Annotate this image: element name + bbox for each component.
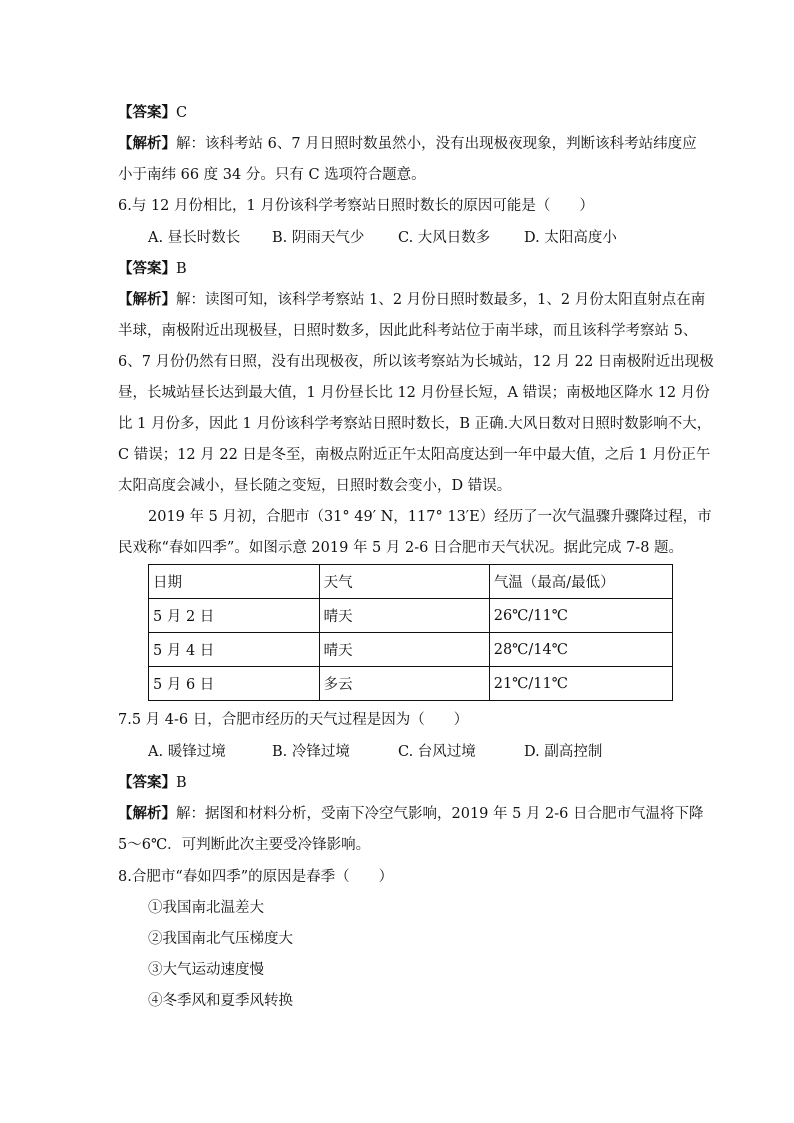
q6-stem: 6.与 12 月份相比，1 月份该科学考察站日照时数长的原因可能是（ ）	[118, 198, 594, 214]
q6-analysis-line-7: 太阳高度会减小，昼长随之变短，日照时数会变小，D 错误。	[118, 478, 512, 494]
answer-value: B	[176, 261, 187, 277]
table-cell: 5 月 6 日	[149, 667, 320, 701]
passage-line-1: 2019 年 5 月初，合肥市（31° 49′ N，117° 13′E）经历了一次气温骤升骤降过程，市	[148, 509, 712, 525]
table-header-cell: 天气	[319, 565, 489, 599]
q8-item-3: ③大气运动速度慢	[148, 962, 264, 978]
analysis-tag: 【解析】	[118, 291, 176, 308]
answer-tag: 【答案】	[118, 260, 176, 277]
q7-option-c: C. 台风过境	[398, 744, 476, 760]
q6-analysis-line-6: C 错误；12 月 22 日是冬至，南极点附近正午太阳高度达到一年中最大值，之后 1 月份正午	[118, 447, 711, 463]
answer-value: B	[176, 775, 187, 791]
q6-option-d: D. 太阳高度小	[524, 230, 617, 246]
table-header-cell: 日期	[149, 565, 320, 599]
answer-value: C	[176, 105, 188, 121]
q6-option-c: C. 大风日数多	[398, 230, 491, 246]
q5-answer-line	[118, 103, 187, 123]
table-cell: 28℃/14℃	[489, 633, 672, 667]
q5-analysis-line-2: 小于南纬 66 度 34 分。只有 C 选项符合题意。	[118, 167, 426, 183]
answer-tag: 【答案】	[118, 774, 176, 791]
q7-answer-line	[118, 773, 187, 793]
q7-option-b: B. 冷锋过境	[272, 744, 350, 760]
q6-analysis-line-2: 半球，南极附近出现极昼，日照时数多，因此此科考站位于南半球，而且该科学考察站 5、	[118, 323, 698, 339]
weather-table	[148, 564, 673, 701]
q8-stem: 8.合肥市“春如四季”的原因是春季（ ）	[118, 869, 394, 885]
q7-stem: 7.5 月 4-6 日，合肥市经历的天气过程是因为（ ）	[118, 712, 469, 728]
analysis-text: 解：该科考站 6、7 月日照时数虽然小，没有出现极夜现象，判断该科考站纬度应	[176, 136, 697, 152]
table-row	[149, 599, 673, 633]
answer-tag: 【答案】	[118, 104, 176, 121]
q6-analysis-line-1	[118, 290, 705, 310]
q6-option-a: A. 昼长时数长	[148, 230, 241, 246]
q8-item-4: ④冬季风和夏季风转换	[148, 993, 293, 1009]
table-row	[149, 667, 673, 701]
table-cell: 26℃/11℃	[489, 599, 672, 633]
table-cell: 5 月 2 日	[149, 599, 320, 633]
passage-line-2: 民戏称“春如四季”。如图示意 2019 年 5 月 2-6 日合肥市天气状况。据此完成 7-8 题。	[118, 540, 684, 556]
analysis-text: 解：读图可知，该科学考察站 1、2 月份日照时数最多，1、2 月份太阳直射点在南	[176, 292, 706, 308]
q7-analysis-line-2: 5～6℃．可判断此次主要受冷锋影响。	[118, 837, 371, 853]
table-header-row	[149, 565, 673, 599]
q7-analysis-line-1	[118, 804, 704, 824]
analysis-text: 解：据图和材料分析，受南下冷空气影响，2019 年 5 月 2-6 日合肥市气温将下降	[176, 806, 704, 822]
q8-item-1: ①我国南北温差大	[148, 900, 264, 916]
table-cell: 晴天	[319, 599, 489, 633]
table-cell: 多云	[319, 667, 489, 701]
table-cell: 21℃/11℃	[489, 667, 672, 701]
q6-analysis-line-4: 昼，长城站昼长达到最大值，1 月份昼长比 12 月份昼长短，A 错误；南极地区降水 12 月份	[118, 385, 710, 401]
table-cell: 晴天	[319, 633, 489, 667]
table-header-cell: 气温（最高/最低）	[489, 565, 672, 599]
q7-option-a: A. 暖锋过境	[148, 744, 226, 760]
table-cell: 5 月 4 日	[149, 633, 320, 667]
q5-analysis-line-1	[118, 134, 697, 154]
table-row	[149, 633, 673, 667]
q7-option-d: D. 副高控制	[524, 744, 603, 760]
q8-item-2: ②我国南北气压梯度大	[148, 931, 293, 947]
q6-analysis-line-5: 比 1 月份多，因此 1 月份该科学考察站日照时数长，B 正确.大风日数对日照时数影响不大，	[118, 416, 712, 432]
q6-answer-line	[118, 259, 187, 279]
analysis-tag: 【解析】	[118, 805, 176, 822]
q6-option-b: B. 阴雨天气少	[272, 230, 365, 246]
q6-analysis-line-3: 6、7 月份仍然有日照，没有出现极夜，所以该考察站为长城站，12 月 22 日南极附近出现极	[118, 354, 714, 370]
analysis-tag: 【解析】	[118, 135, 176, 152]
